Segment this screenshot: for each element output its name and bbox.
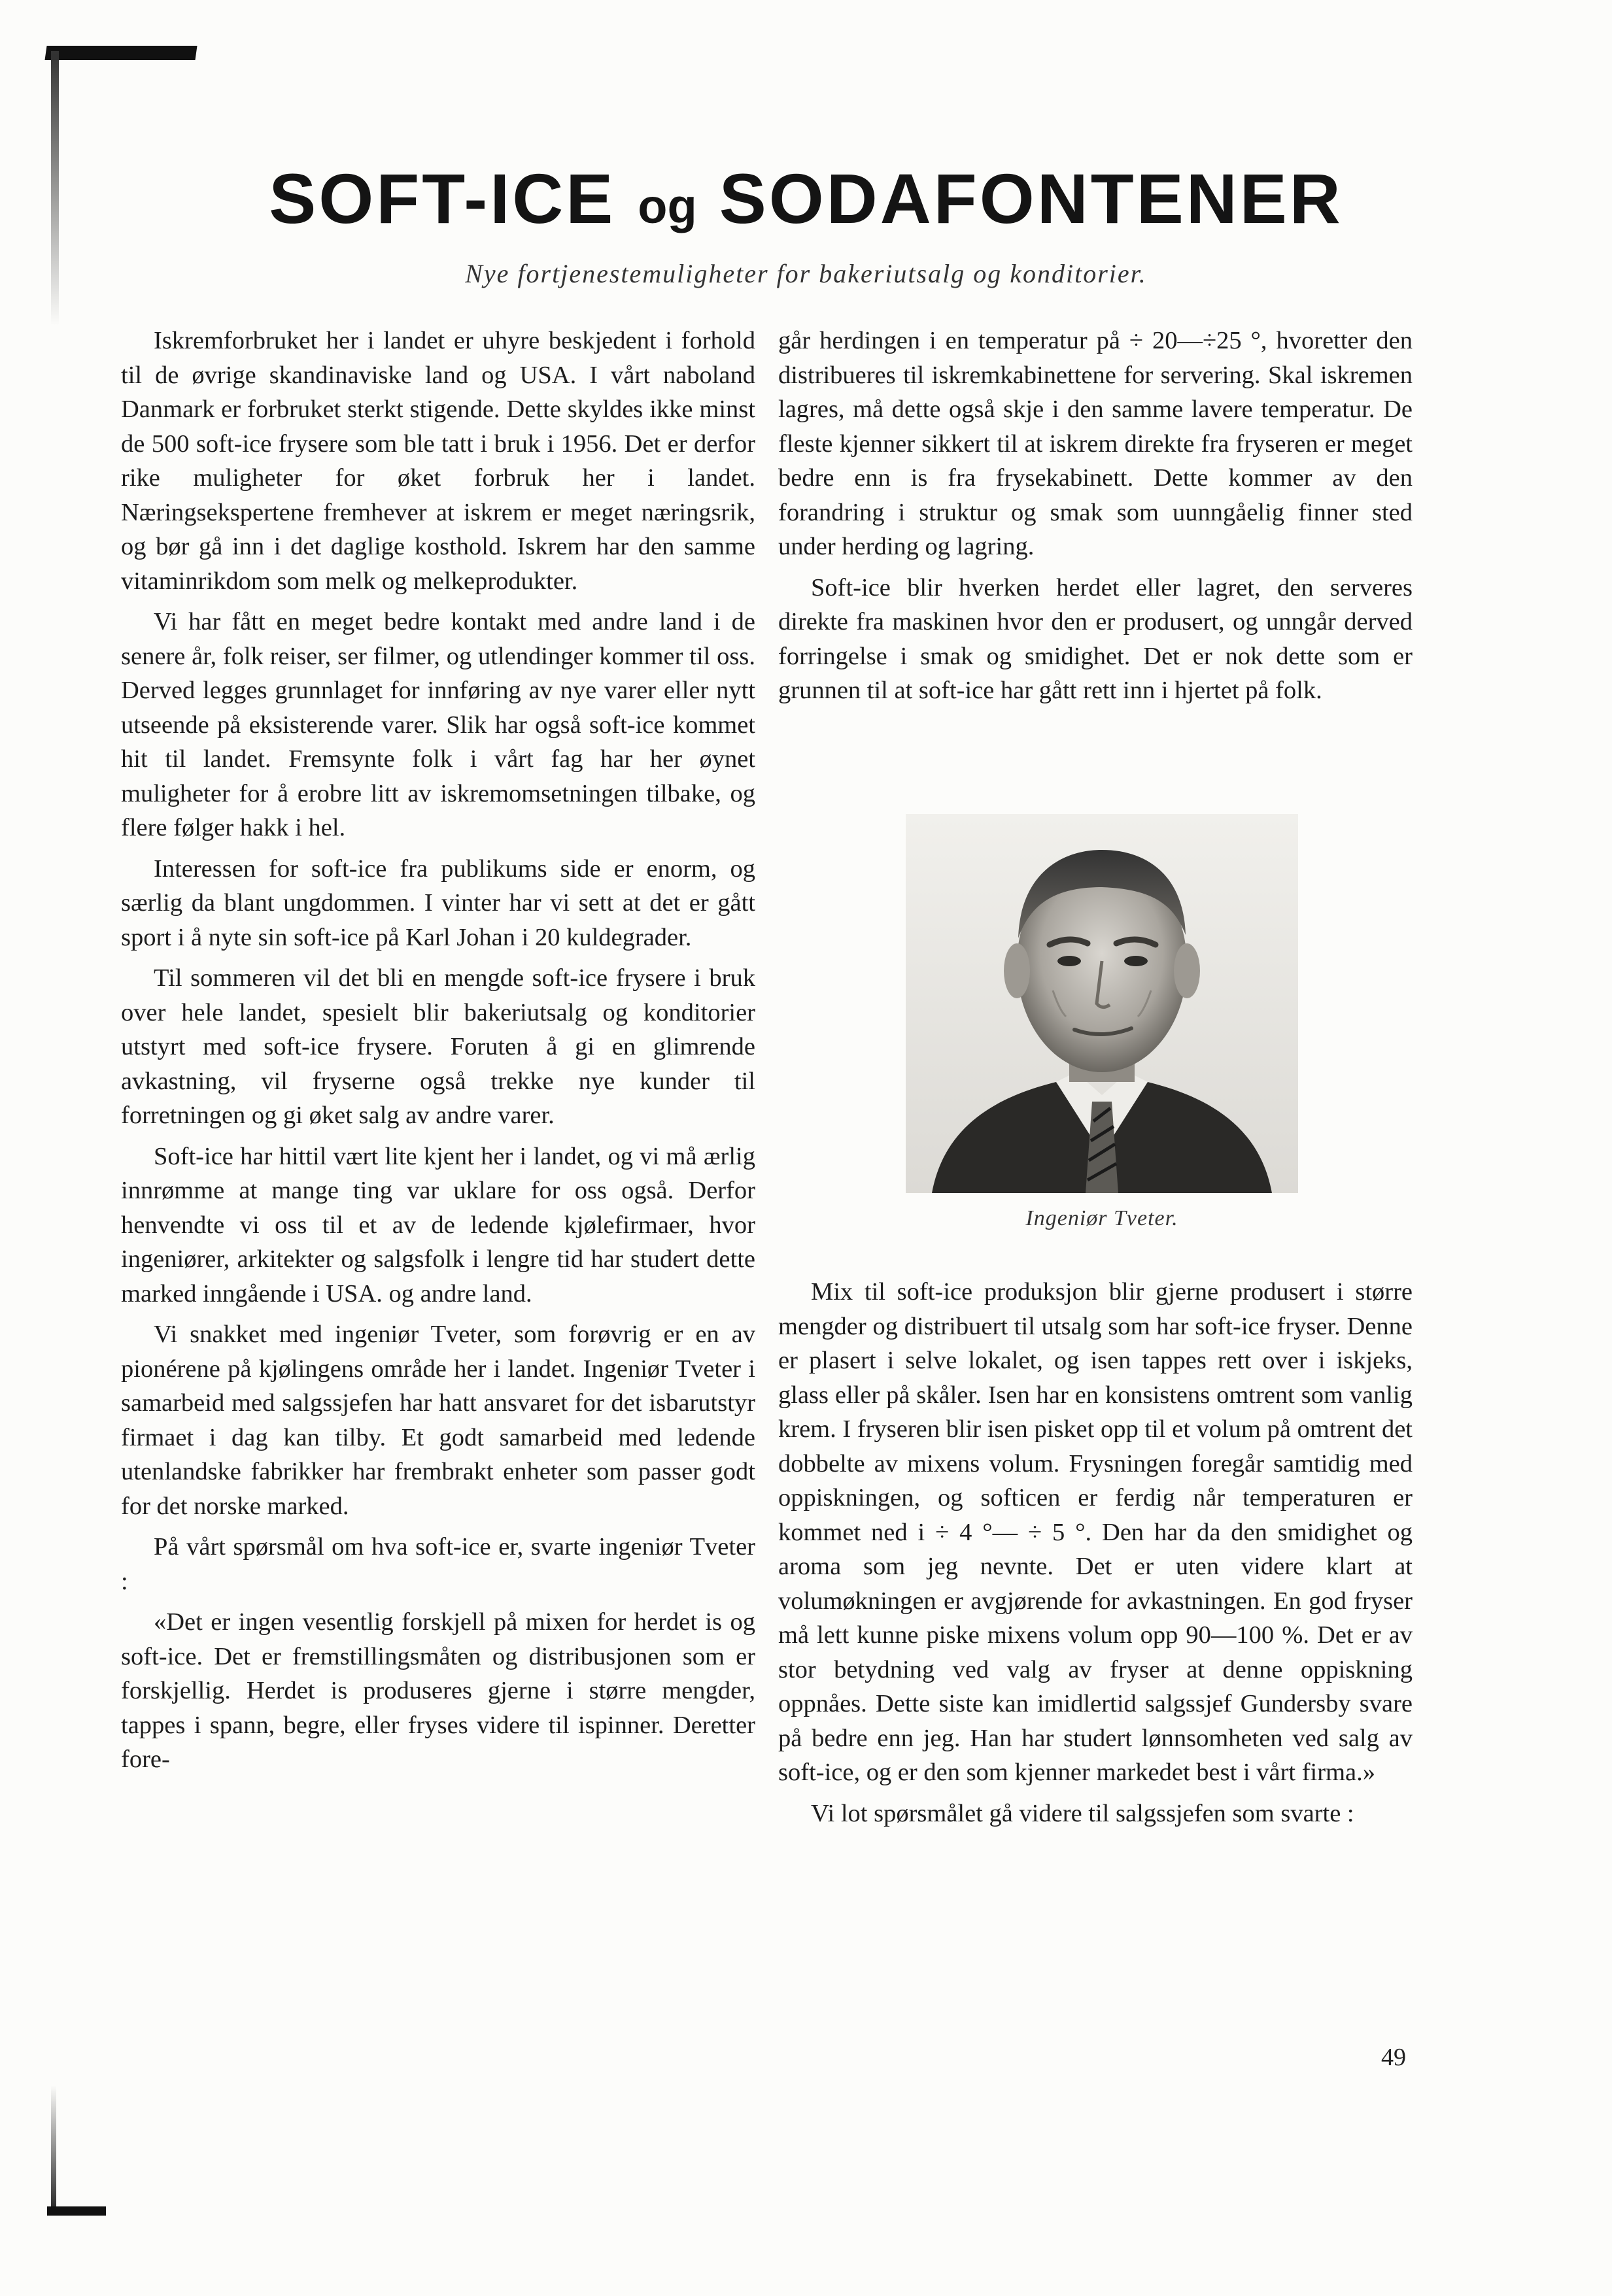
title-part-1: SOFT-ICE — [269, 159, 616, 238]
page-number: 49 — [1381, 2044, 1406, 2071]
title-part-2: og — [638, 179, 697, 233]
paragraph: Soft-ice har hittil vært lite kjent her i landet, og vi må ærlig innrømme at mange ting var uklare for oss også. Derfor henvendte vi oss til et av de ledende kjølefirmaer, hvor ingeniører, arkitekter og salgsfolk i lengre tid har studert dette marked inngående i USA. og andre land. — [121, 1142, 755, 1308]
paragraph: Vi lot spørsmålet gå videre til salgssjefen som svarte : — [811, 1799, 1354, 1827]
paragraph: Interessen for soft-ice fra publikums side er enorm, og særlig da blant ungdommen. I vinter har vi sett at det er gått sport i å nyte sin soft-ice på Karl Johan i 20 kuldegrader. — [121, 854, 755, 951]
paragraph: Vi har fått en meget bedre kontakt med andre land i de senere år, folk reiser, ser filmer, og utlendinger kommer til oss. Derved legges grunnlaget for innføring av nye varer eller nytt utseende på eksisterende varer. Slik har også soft-ice kommet hit til landet. Fremsynte folk i vårt fag har her øynet muligheter for å erobre litt av iskremomsetningen tilbake, og flere følger hakk i hel. — [121, 608, 755, 841]
photo-caption: Ingeniør Tveter. — [1025, 1206, 1178, 1230]
crop-mark-top — [44, 46, 197, 60]
portrait-illustration — [906, 814, 1298, 1193]
paragraph: Mix til soft-ice produksjon blir gjerne produsert i større mengder og distribuert til utsalg som har soft-ice fryser. Denne er plasert i selve lokalet, og isen tappes rett over i iskjeks, glass eller på skåler. Isen har en konsistens omtrent som vanlig krem. I fryseren blir isen pisket opp til et volum på omtrent det dobbelte av mixens volum. Frysningen foregår samtidig med oppiskningen, og softicen er ferdig når temperaturen er kommet ned i ÷ 4 °— ÷ 5 °. Den har da den smidighet og aroma som jeg nevnte. Det er uten videre klart at volumøkningen er avgjørende for avkastningen. En god fryser må lett kunne piske mixens volum opp 90—100 %. Det er av stor betydning ved valg av fryser at denne oppiskning oppnåes. Dette siste kan imidlertid salgssjef Gundersby svare på bedre enn jeg. Han har studert lønnsomheten ved salg av soft-ice, og er den som kjenner markedet best i vårt firma.» — [778, 1278, 1413, 1786]
right-column-top — [778, 324, 1413, 715]
paragraph: «Det er ingen vesentlig forskjell på mixen for herdet is og soft-ice. Det er fremstillingsmåten og distribusjonen som er forskjellig. Herdet is produseres gjerne i større mengder, tappes i spann, begre, eller fryses videre til ispinner. Deretter fore- — [121, 1608, 755, 1773]
paragraph: På vårt spørsmål om hva soft-ice er, svarte ingeniør Tveter : — [121, 1533, 755, 1595]
paragraph: Til sommeren vil det bli en mengde soft-ice frysere i bruk over hele landet, spesielt blir bakeriutsalg og konditorier utstyrt med soft-ice frysere. Foruten å gi en glimrende avkastning, vil fryserne også trekke nye kunder til forretningen og gi øket salg av andre varer. — [121, 964, 755, 1129]
paragraph: går herdingen i en temperatur på ÷ 20—÷25 °, hvoretter den distribueres til iskremkabinettene for servering. Skal iskremen lagres, må dette også skje i den samme lavere temperatur. De fleste kjenner sikkert til at iskrem direkte fra fryseren er meget bedre enn is fra frysekabinett. Dette kommer av den forandring i struktur og smak som uunngåelig finner sted under herding og lagring. — [778, 327, 1413, 560]
title-part-3: SODAFONTENER — [719, 159, 1343, 238]
paragraph: Vi snakket med ingeniør Tveter, som forøvrig er en av pionérene på kjølingens område her i landet. Ingeniør Tveter i samarbeid med salgssjefen har hatt ansvaret for det isbarutstyr firmaet i dag kan tilby. Et godt samarbeid med ledende utenlandske fabrikker har frembrakt enheter som passer godt for det norske marked. — [121, 1321, 755, 1520]
article-subtitle: Nye fortjenestemuligheter for bakeriutsalg og konditorier. — [465, 259, 1147, 288]
right-column-bottom — [778, 1275, 1413, 1837]
article-title — [0, 159, 1612, 238]
left-column — [121, 324, 755, 1783]
crop-mark-bottom — [47, 2206, 106, 2216]
crop-mark-bottom-left — [51, 2085, 56, 2213]
paragraph: Soft-ice blir hverken herdet eller lagret, den serveres direkte fra maskinen hvor den er produsert, og unngår derved forringelse i smak og smidighet. Det er nok dette som er grunnen til at soft-ice har gått rett inn i hjertet på folk. — [778, 573, 1413, 704]
portrait-photo — [906, 814, 1298, 1193]
paragraph: Iskremforbruket her i landet er uhyre beskjedent i forhold til de øvrige skandinaviske land og USA. I vårt naboland Danmark er forbruket sterkt stigende. Dette skyldes ikke minst de 500 soft-ice frysere som ble tatt i bruk i 1956. Det er derfor rike muligheter for øket forbruk her i landet. Næringsekspertene fremhever at iskrem er meget næringsrik, og bør gå inn i det daglige kosthold. Iskrem har den samme vitaminrikdom som melk og melkeprodukter. — [121, 327, 755, 595]
